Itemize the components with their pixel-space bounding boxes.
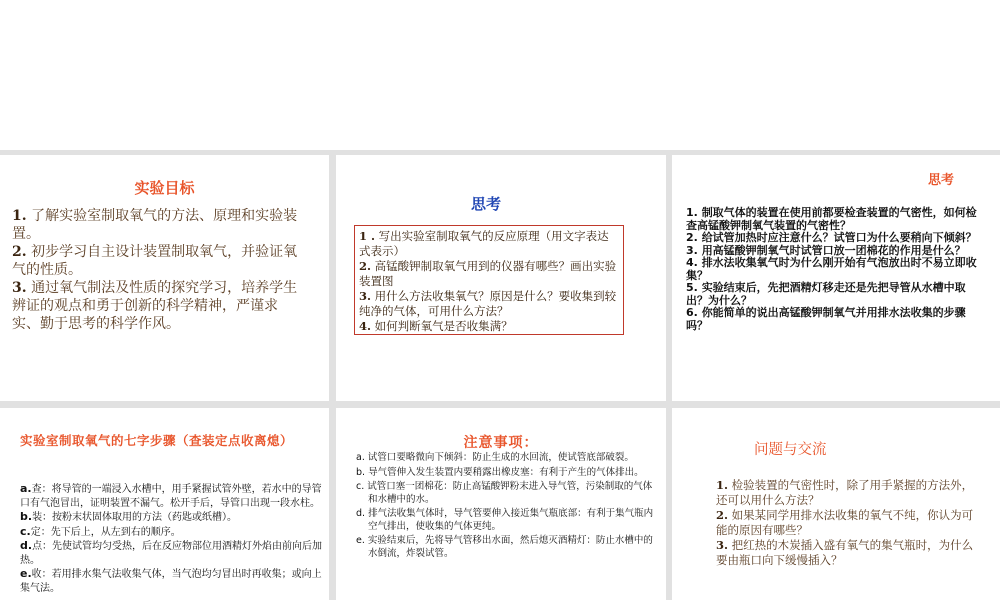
list-item: a.查：将导管的一端浸入水槽中，用手紧握试管外壁，若水中的导管口有气泡冒出，证明装置不漏气。松开手后，导管口出现一段水柱。 [20, 482, 322, 509]
list-item: 3. 用高锰酸钾制氧气时试管口放一团棉花的作用是什么？ [686, 243, 966, 257]
list-item: 6. 你能简单的说出高锰酸钾制氧气并用排水法收集的步骤吗？ [686, 306, 966, 332]
list-item: 1. 制取气体的装置在使用前都要检查装置的气密性，如何检查高锰酸钾制氧气装置的气密性？ [686, 206, 977, 232]
panel-title: 思考 [470, 195, 501, 213]
list-item: 3. 把红热的木炭插入盛有氧气的集气瓶时，为什么要由瓶口向下缓慢插入？ [716, 538, 974, 567]
panel-title: 注意事项： [463, 435, 539, 451]
question-box [354, 225, 624, 335]
list-item: 1 . 写出实验室制取氧气的反应原理（用文字表达式表示） [359, 229, 609, 258]
panel-title: 实验目标 [134, 179, 195, 197]
list-item: d.点：先使试管均匀受热，后在反应物部位用酒精灯外焰由前向后加热。 [20, 539, 323, 566]
steps-list [20, 482, 325, 595]
panel-precautions [336, 408, 666, 600]
list-item: 4. 排水法收集氧气时为什么刚开始有气泡放出时不易立即收集？ [686, 256, 977, 282]
panel-title: 思考 [928, 173, 955, 188]
precautions-list [356, 452, 656, 562]
list-item: 2. 如果某同学用排水法收集的氧气不纯，你认为可能的原因有哪些？ [716, 508, 974, 537]
list-item: d. 排气法收集气体时，导气管要伸入接近集气瓶底部：有利于集气瓶内空气排出，使收集的气体更纯。 [356, 508, 654, 532]
list-item: c.定：先下后上，从左到右的顺序。 [20, 524, 181, 538]
list-item: a. 试管口要略微向下倾斜：防止生成的水回流，使试管底部破裂。 [356, 452, 634, 463]
list-item: 1. 检验装置的气密性时，除了用手紧握的方法外，还可以用什么方法？ [716, 478, 974, 507]
list-item: b. 导气管伸入发生装置内要稍露出橡皮塞：有利于产生的气体排出。 [356, 466, 644, 478]
list-item: 1. 了解实验室制取氧气的方法、原理和实验装置。 [12, 208, 298, 242]
list-item: 4. 如何判断氧气是否收集满？ [359, 319, 513, 333]
discussion-list [716, 478, 976, 568]
list-item: b.装：按粉末状固体取用的方法（药匙或纸槽）。 [20, 510, 238, 523]
panel-thinking-1 [336, 155, 666, 401]
panel-thinking-2 [672, 155, 1000, 401]
list-item: 3. 通过氧气制法及性质的探究学习，培养学生辨证的观点和勇于创新的科学精神，严谨求实、勤于思考的科学作风。 [12, 280, 298, 332]
panel-seven-steps [0, 408, 329, 600]
list-item: e.收：若用排水集气法收集气体，当气泡均匀冒出时再收集；或向上集气法。 [20, 567, 322, 594]
list-item: 2. 初步学习自主设计装置制取氧气，并验证氧气的性质。 [12, 244, 298, 278]
panel-title: 问题与交流 [754, 442, 827, 458]
panel-questions-discussion [672, 408, 1000, 600]
list-item: c. 试管口塞一团棉花：防止高锰酸钾粉末进入导气管，污染制取的气体和水槽中的水。 [356, 481, 653, 505]
list-item: 2. 给试管加热时应注意什么？试管口为什么要稍向下倾斜？ [686, 231, 977, 244]
panel-title: 实验室制取氧气的七字步骤（查装定点收离熄） [20, 433, 294, 448]
goals-list [12, 207, 302, 333]
list-item: 3. 用什么方法收集氧气？原因是什么？要收集到较纯净的气体，可用什么方法？ [359, 289, 617, 318]
list-item: 2. 高锰酸钾制取氧气用到的仪器有哪些？画出实验装置图 [359, 259, 617, 288]
list-item: 5. 实验结束后，先把酒精灯移走还是先把导管从水槽中取出？为什么？ [686, 281, 966, 307]
question-list [686, 207, 986, 332]
list-item: e. 实验结束后，先将导气管移出水面，然后熄灭酒精灯：防止水槽中的水倒流，炸裂试管。 [356, 535, 653, 559]
panel-experiment-goals [0, 155, 329, 401]
